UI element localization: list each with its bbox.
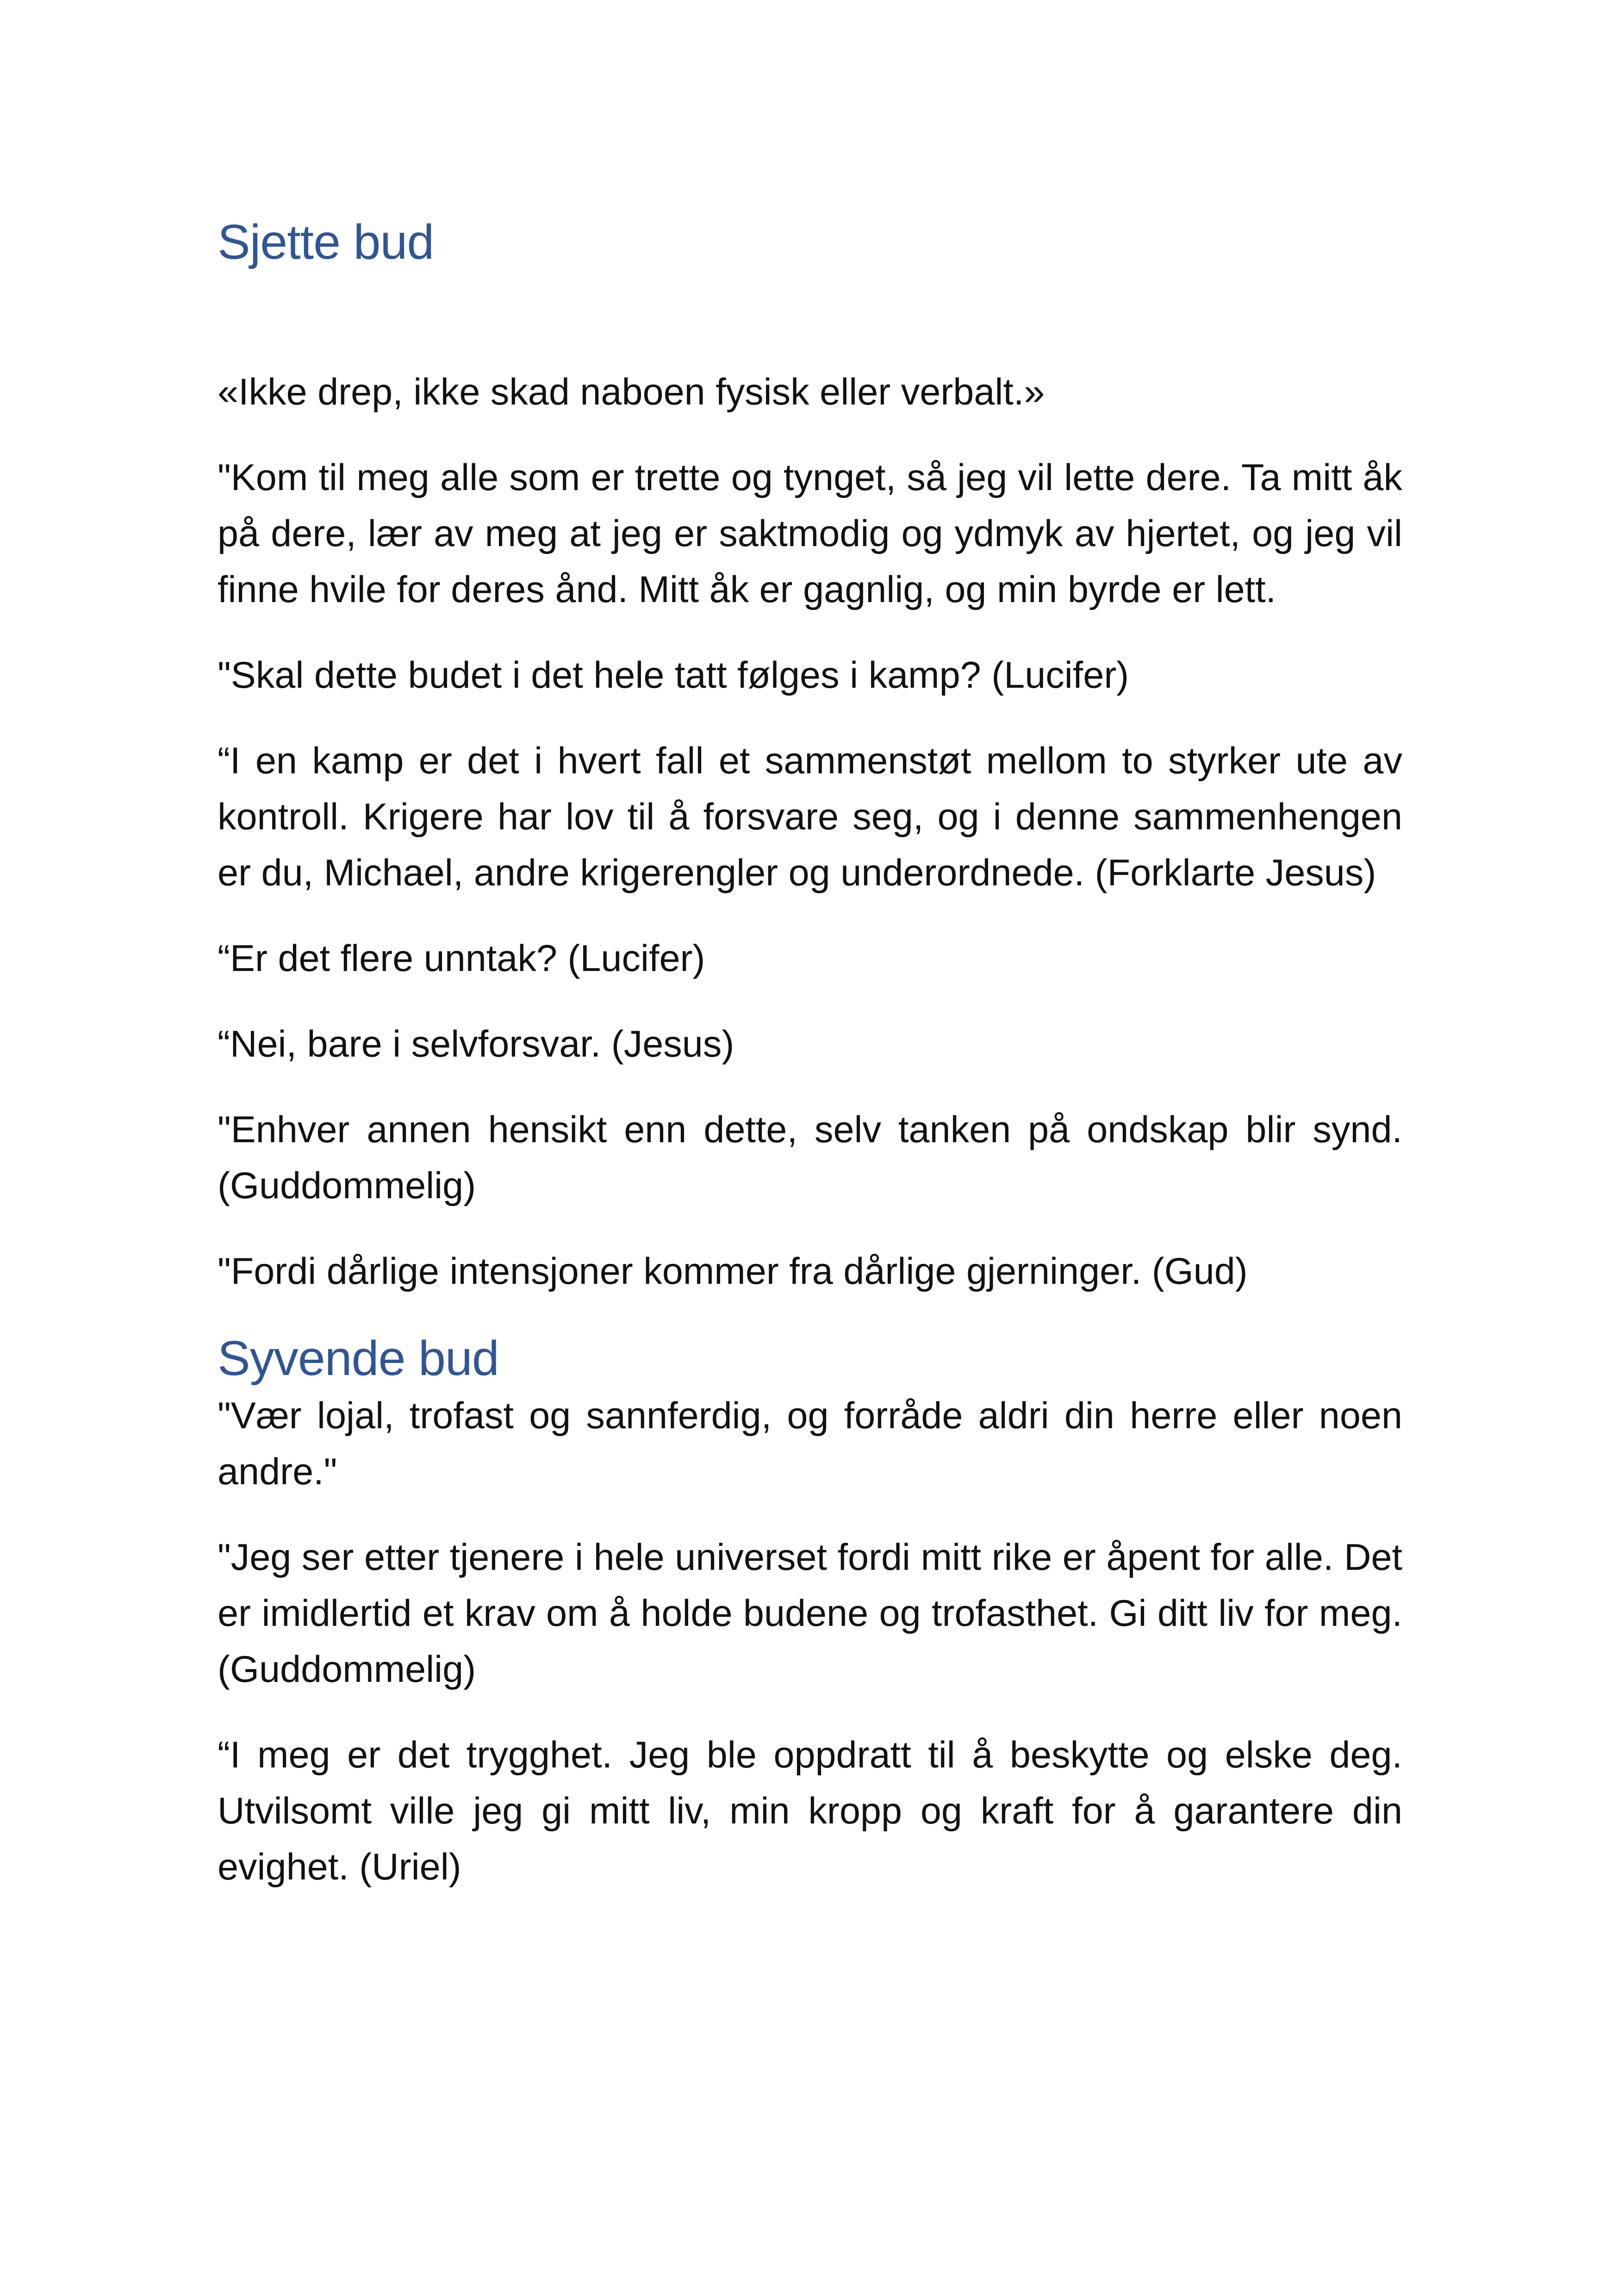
section-heading-sjette-bud: Sjette bud <box>218 215 434 269</box>
paragraph: "Vær lojal, trofast og sannferdig, og forråde aldri din herre eller noen andre." <box>218 1395 1402 1493</box>
paragraph: “I meg er det trygghet. Jeg ble oppdratt til å beskytte og elske deg. Utvilsomt ville jeg gi mitt liv, min kropp og kraft for å garantere din evighet. (Uriel) <box>218 1734 1402 1888</box>
paragraph: «Ikke drep, ikke skad naboen fysisk eller verbalt.» <box>218 371 1045 413</box>
paragraph: "Jeg ser etter tjenere i hele universet fordi mitt rike er åpent for alle. Det er imidlertid et krav om å holde budene og trofasthet. Gi ditt liv for meg. (Guddommelig) <box>218 1537 1402 1691</box>
paragraph: “I en kamp er det i hvert fall et sammenstøt mellom to styrker ute av kontroll. Krigere har lov til å forsvare seg, og i denne sammenhengen er du, Michael, andre krigerengler og underordnede. (Forklarte Jesus) <box>218 740 1402 894</box>
section-heading-syvende-bud: Syvende bud <box>218 1331 499 1386</box>
paragraph: "Skal dette budet i det hele tatt følges i kamp? (Lucifer) <box>218 654 1129 697</box>
paragraph: "Enhver annen hensikt enn dette, selv tanken på ondskap blir synd. (Guddommelig) <box>218 1109 1402 1207</box>
paragraph: “Er det flere unntak? (Lucifer) <box>218 938 705 980</box>
paragraph: “Nei, bare i selvforsvar. (Jesus) <box>218 1023 734 1065</box>
paragraph: "Fordi dårlige intensjoner kommer fra dårlige gjerninger. (Gud) <box>218 1251 1248 1293</box>
paragraph: "Kom til meg alle som er trette og tynget, så jeg vil lette dere. Ta mitt åk på dere, lær av meg at jeg er saktmodig og ydmyk av hjertet, og jeg vil finne hvile for deres ånd. Mitt åk er gagnlig, og min byrde er lett. <box>218 457 1402 611</box>
document-body <box>218 213 1402 1925</box>
